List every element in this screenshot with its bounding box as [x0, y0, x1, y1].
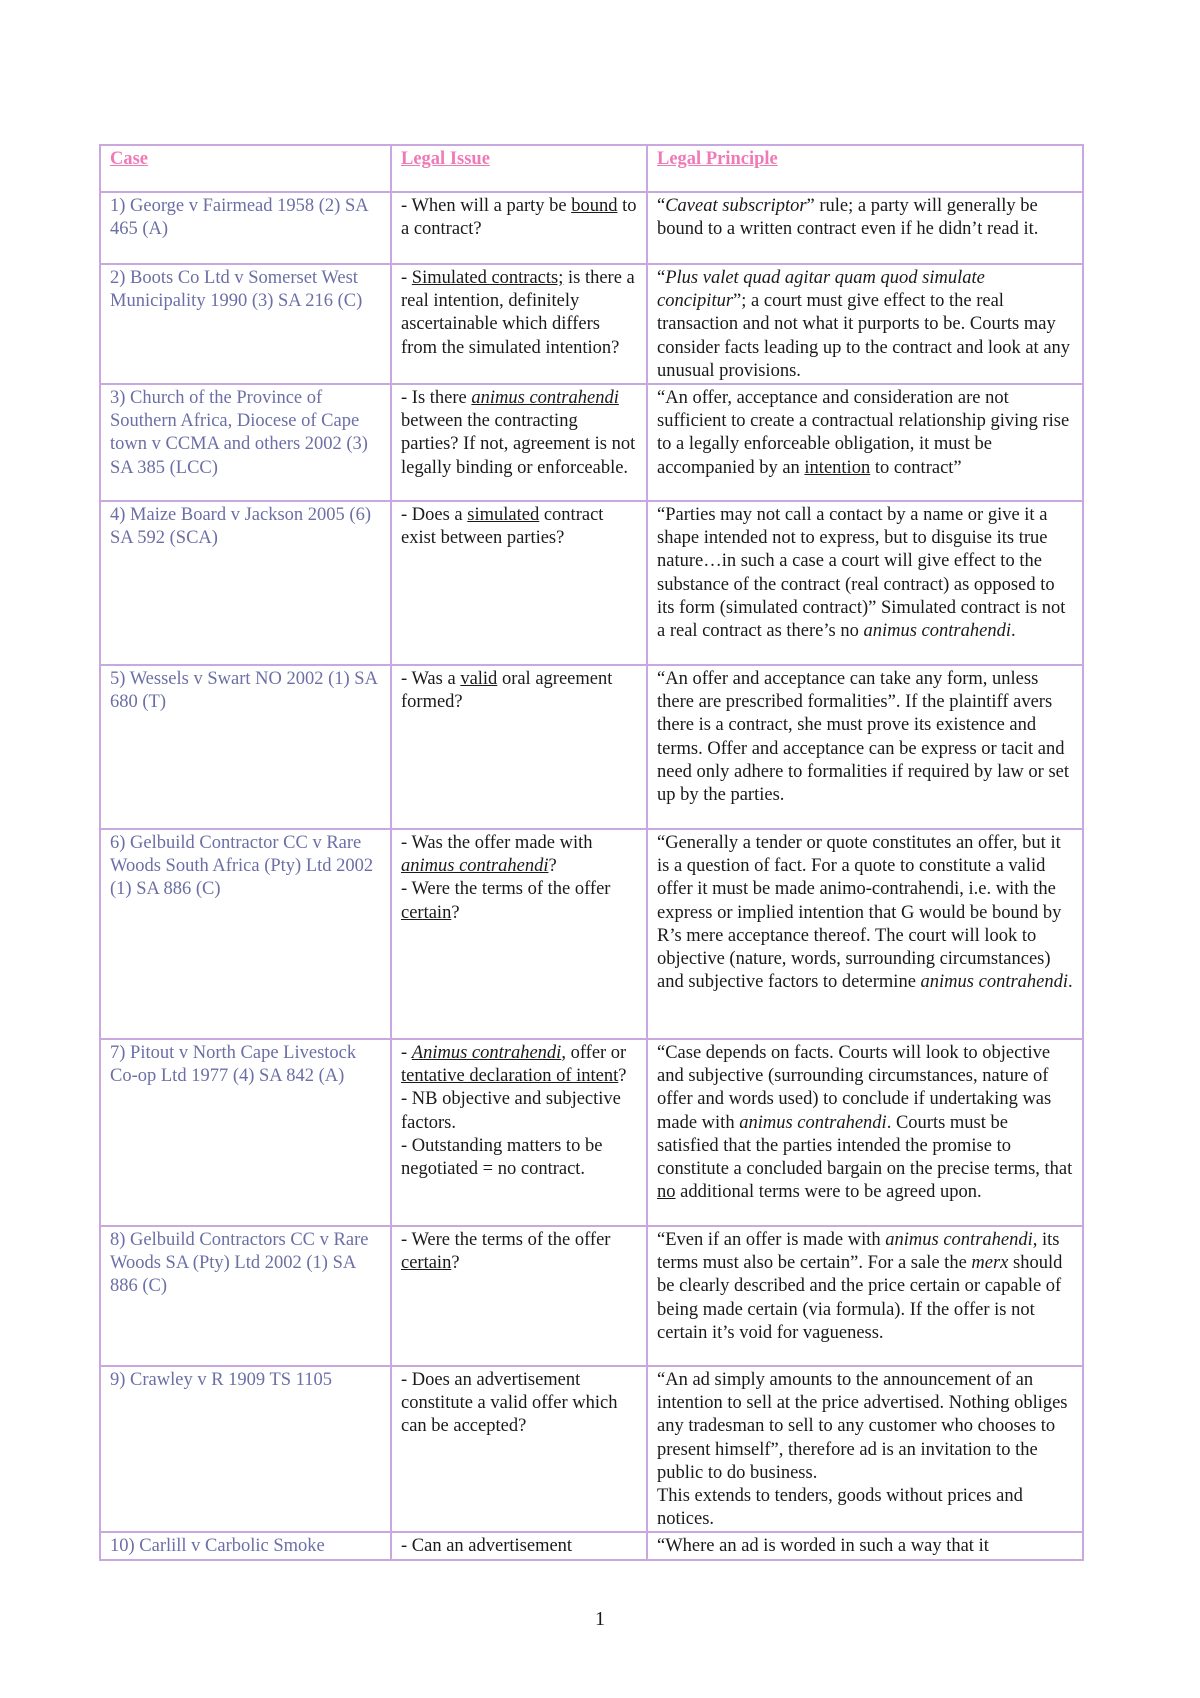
legal-issue: - When will a party be bound to a contract?	[391, 192, 647, 264]
header-legal-principle: Legal Principle	[647, 145, 1083, 192]
legal-principle: “Plus valet quad agitar quam quod simulate concipitur”; a court must give effect to the real transaction and not what it purports to be. Courts may consider facts leading up to the contract and look at any unusual provisions.	[647, 264, 1083, 384]
legal-issue: - Animus contrahendi, offer or tentative declaration of intent? - NB objective and subjective factors. - Outstanding matters to be negotiated = no contract.	[391, 1039, 647, 1226]
case-name: 3) Church of the Province of Southern Africa, Diocese of Cape town v CCMA and others 2002 (3) SA 385 (LCC)	[100, 384, 391, 501]
legal-issue: - Simulated contracts; is there a real intention, definitely ascertainable which differs from the simulated intention?	[391, 264, 647, 384]
legal-principle: “An offer and acceptance can take any form, unless there are prescribed formalities”. If the plaintiff avers there is a contract, she must prove its existence and terms. Offer and acceptance can be express or tacit and need only adhere to formalities if required by law or set up by the parties.	[647, 665, 1083, 829]
case-name: 5) Wessels v Swart NO 2002 (1) SA 680 (T)	[100, 665, 391, 829]
table-row	[100, 1226, 1083, 1366]
legal-principle: “Even if an offer is made with animus contrahendi, its terms must also be certain”. For a sale the merx should be clearly described and the price certain or capable of being made certain (via formula). If the offer is not certain it’s void for vagueness.	[647, 1226, 1083, 1366]
legal-principle: “Where an ad is worded in such a way that it	[647, 1532, 1083, 1559]
page-number: 1	[595, 1608, 605, 1630]
legal-issue: - Does an advertisement constitute a valid offer which can be accepted?	[391, 1366, 647, 1532]
case-name: 6) Gelbuild Contractor CC v Rare Woods South Africa (Pty) Ltd 2002 (1) SA 886 (C)	[100, 829, 391, 1039]
legal-issue: - Was a valid oral agreement formed?	[391, 665, 647, 829]
legal-issue: - Can an advertisement	[391, 1532, 647, 1559]
legal-issue: - Were the terms of the offer certain?	[391, 1226, 647, 1366]
legal-principle: “Case depends on facts. Courts will look to objective and subjective (surrounding circumstances, nature of offer and words used) to conclude if undertaking was made with animus contrahendi. Courts must be satisfied that the parties intended the promise to constitute a concluded bargain on the precise terms, that no additional terms were to be agreed upon.	[647, 1039, 1083, 1226]
legal-principle: “An ad simply amounts to the announcement of an intention to sell at the price advertised. Nothing obliges any tradesman to sell to any customer who chooses to present himself”, therefore ad is an invitation to the public to do business. This extends to tenders, goods without prices and notices.	[647, 1366, 1083, 1532]
table-row	[100, 829, 1083, 1039]
table-row	[100, 665, 1083, 829]
legal-issue: - Does a simulated contract exist between parties?	[391, 501, 647, 665]
legal-issue: - Was the offer made with animus contrahendi? - Were the terms of the offer certain?	[391, 829, 647, 1039]
header-row	[100, 145, 1083, 192]
table-row	[100, 384, 1083, 501]
header-legal-issue: Legal Issue	[391, 145, 647, 192]
table-row	[100, 264, 1083, 384]
table-row	[100, 1039, 1083, 1226]
header-case: Case	[100, 145, 391, 192]
case-name: 9) Crawley v R 1909 TS 1105	[100, 1366, 391, 1532]
legal-principle: “Generally a tender or quote constitutes an offer, but it is a question of fact. For a quote to constitute a valid offer it must be made animo-contrahendi, i.e. with the express or implied intention that G would be bound by R’s mere acceptance thereof. The court will look to objective (nature, words, surrounding circumstances) and subjective factors to determine animus contrahendi.	[647, 829, 1083, 1039]
case-name: 8) Gelbuild Contractors CC v Rare Woods SA (Pty) Ltd 2002 (1) SA 886 (C)	[100, 1226, 391, 1366]
legal-principle: “Parties may not call a contact by a name or give it a shape intended not to express, but to disguise its true nature…in such a case a court will give effect to the substance of the contract (real contract) as opposed to its form (simulated contract)” Simulated contract is not a real contract as there’s no animus contrahendi.	[647, 501, 1083, 665]
case-table	[99, 144, 1084, 1561]
table-row	[100, 1366, 1083, 1532]
case-name: 10) Carlill v Carbolic Smoke	[100, 1532, 391, 1559]
table-row	[100, 192, 1083, 264]
table-row	[100, 501, 1083, 665]
case-name: 4) Maize Board v Jackson 2005 (6) SA 592 (SCA)	[100, 501, 391, 665]
table-row	[100, 1532, 1083, 1559]
legal-principle: “An offer, acceptance and consideration are not sufficient to create a contractual relationship giving rise to a legally enforceable obligation, it must be accompanied by an intention to contract”	[647, 384, 1083, 501]
legal-principle: “Caveat subscriptor” rule; a party will generally be bound to a written contract even if he didn’t read it.	[647, 192, 1083, 264]
legal-issue: - Is there animus contrahendi between the contracting parties? If not, agreement is not legally binding or enforceable.	[391, 384, 647, 501]
case-name: 2) Boots Co Ltd v Somerset West Municipality 1990 (3) SA 216 (C)	[100, 264, 391, 384]
case-name: 1) George v Fairmead 1958 (2) SA 465 (A)	[100, 192, 391, 264]
case-name: 7) Pitout v North Cape Livestock Co-op Ltd 1977 (4) SA 842 (A)	[100, 1039, 391, 1226]
